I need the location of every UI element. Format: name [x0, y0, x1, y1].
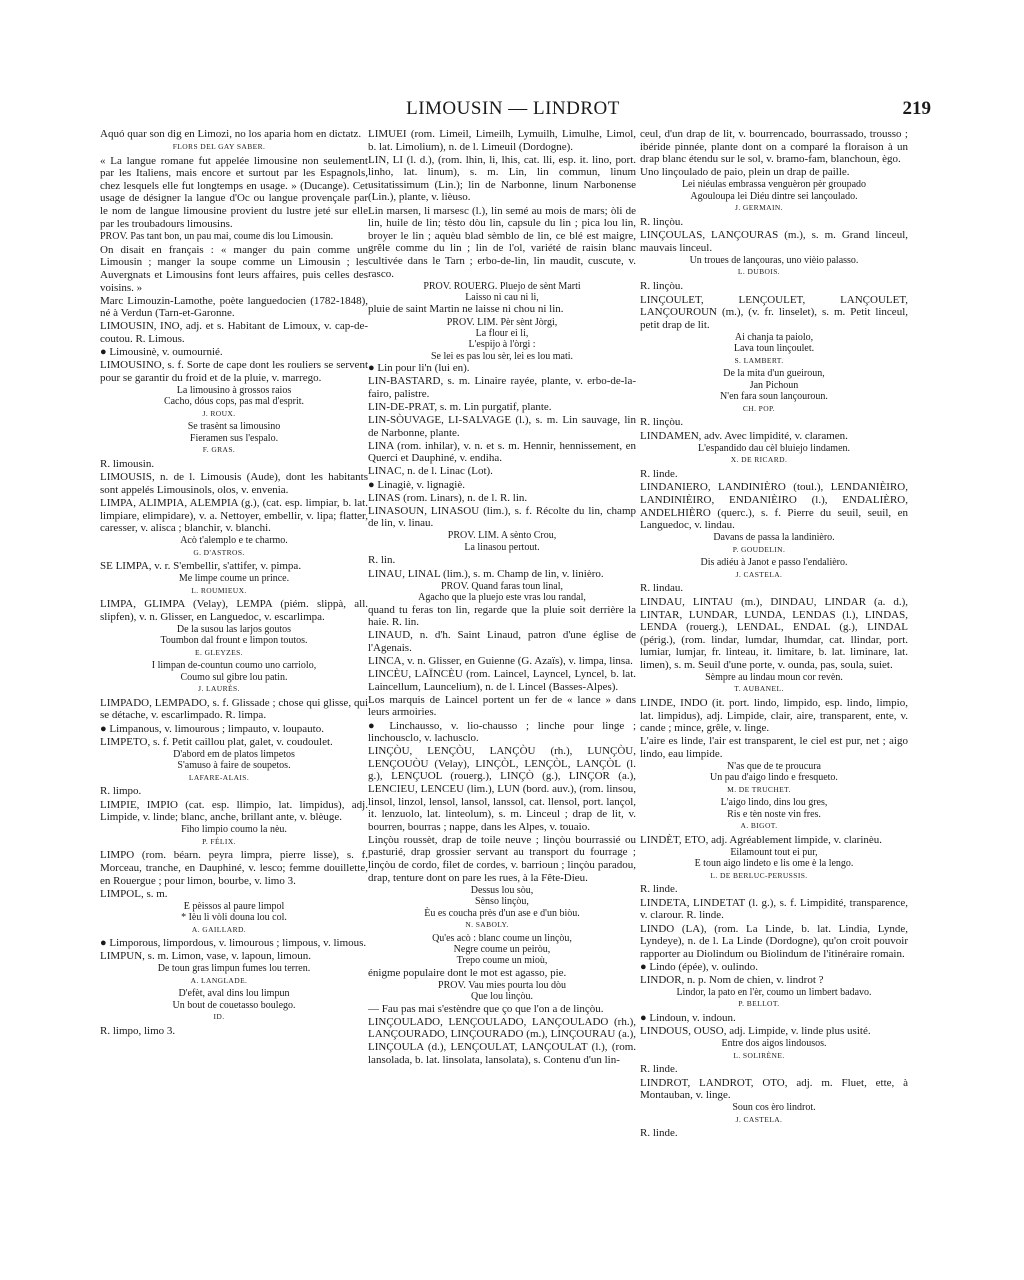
- quotation-line: Se trasènt sa limousino: [187, 421, 281, 433]
- citation-author: X. DE RICARD.: [730, 455, 788, 465]
- quotation-line: Agouloupa lei Diéu dintre sei lançoulado.: [690, 190, 858, 202]
- running-head: LIMOUSIN — LINDROT: [406, 98, 620, 119]
- citation-author: M. DE TRUCHET.: [727, 784, 791, 794]
- quotation-line: N'as que de te proucura: [727, 760, 821, 772]
- entry-paragraph: — Fau pas mai s'estèndre que ço que l'on a de linçòu.: [368, 1002, 604, 1015]
- quotation-line: Agacho que la pluejo este vras lou randal,: [418, 592, 586, 604]
- quotation-line: Acò t'alemplo e te charmo.: [180, 535, 288, 547]
- citation-author: J. ROUX.: [202, 408, 236, 418]
- entry-paragraph: « La langue romane fut appelée limousine non seulement par les Italiens, mais encore et surtout par les Espagnols, chez lesquels elle fut longtemps en usage. » (Ducange). Cet usage de désigner la langue d'Oc ou langue provençale par le nom de langue limousine provient du lustre jeté sur elle par les troubadours limousins.: [100, 154, 368, 230]
- entry-paragraph: LINAU, LINAL (lim.), s. m. Champ de lin, v. linièro.: [368, 567, 604, 580]
- citation-author: A. GAILLARD.: [191, 924, 247, 934]
- citation-author: A. BIGOT.: [740, 821, 778, 831]
- entry-paragraph: ● Linchausso, v. lio-chausso ; linche pour linge ; linchousclo, v. lachusclo.: [368, 719, 636, 745]
- entry-paragraph: LINÇOULET, LENÇOULET, LANÇOULET, LANÇOUROUN (m.), (v. fr. linselet), s. m. Petit linceul, petit drap de lit.: [640, 293, 908, 331]
- entry-paragraph: LINDOUS, OUSO, adj. Limpide, v. linde plus usité.: [640, 1025, 871, 1038]
- quotation-line: La limousino à grossos raios: [176, 384, 292, 396]
- quotation-line: De la susou las larjos goutos: [176, 624, 292, 636]
- quotation-line: La flour ei li,: [475, 327, 529, 339]
- entry-paragraph: R. linçòu.: [640, 280, 684, 293]
- quotation-line: Trepo coume un mioù,: [456, 955, 548, 967]
- quotation-line: Dis adiéu à Janot e passo l'endalièro.: [700, 557, 848, 569]
- entry-paragraph: LINDROT, LANDROT, OTO, adj. m. Fluet, ette, à Montauban, v. linge.: [640, 1076, 908, 1102]
- quotation-line: De toun gras limpun fumes lou terren.: [157, 963, 311, 975]
- quotation-line: PROV. Quand faras toun linal,: [440, 580, 564, 592]
- entry-paragraph: L'aire es linde, l'air est transparent, le ciel est pur, net ; aigo lindo, eau limpide.: [640, 735, 908, 760]
- entry-paragraph: LIMPO (rom. béarn. peyra limpra, pierre lisse), s. f. Morceau, tranche, en Dauphiné, v. lesco; femme douillette, en Rouergue ; pour limon, bourbe, v. limo 3.: [100, 849, 368, 887]
- entry-paragraph: LINDE, INDO (it. port. lindo, limpido, esp. lindo, limpio, lat. limpidus), adj. Limpide, clair, aire, transparent, ente, v. cande ; mince, grêle, v. linge.: [640, 696, 908, 735]
- quotation-line: E pèissos al paure limpol: [183, 900, 285, 912]
- quotation-line: Sèmpre au lindau moun cor revèn.: [705, 671, 843, 683]
- entry-paragraph: LIN, LI (l. d.), (rom. lhin, li, lhis, cat. lli, esp. it. lino, port. linho, lat. linum), s. m. Lin, lin commun, linum usitatissimum (Lin.); lin de Narbonne, linum Narbonense (Lin.), plante, v. lièuso.: [368, 153, 636, 204]
- quotation-line: E toun aigo lindeto e lis ome è la lengo.: [694, 858, 854, 870]
- entry-paragraph: pluie de saint Martin ne laisse ni chou ni lin.: [368, 303, 564, 316]
- citation-author: J. GERMAIN.: [735, 203, 783, 213]
- citation-author: LAFARE-ALAIS.: [188, 772, 250, 782]
- entry-paragraph: LIMOUSIS, n. de l. Limousis (Aude), dont les habitants sont appelés Limousinols, olos, v. envenia.: [100, 471, 368, 496]
- quotation-line: Lindor, la pato en l'èr, coumo un limbert badavo.: [676, 987, 872, 998]
- entry-paragraph: LINÇOULAS, LANÇOURAS (m.), s. m. Grand linceul, mauvais linceul.: [640, 229, 908, 254]
- citation-author: L. DUBOIS.: [737, 267, 781, 277]
- entry-paragraph: LINCA, v. n. Glisser, en Guienne (G. Azaïs), v. limpa, linsa.: [368, 655, 633, 668]
- entry-paragraph: Linçòu roussèt, drap de toile neuve ; linçòu bourrassié ou pasturié, drap grossier servant au transport du fourrage ; linçòu de cordo, filet de cordes, v. barrioun ; linçòu paradou, drap, tenture dont on pare les rues, à la Fête-Dieu.: [368, 833, 636, 884]
- citation-author: A. LANGLADE.: [190, 975, 248, 985]
- page-number: 219: [902, 98, 931, 119]
- citation-author: ID.: [213, 1012, 225, 1022]
- entry-paragraph: LIMPUN, s. m. Limon, vase, v. lapoun, limoun.: [100, 950, 312, 963]
- citation-author: CH. POP.: [742, 403, 776, 413]
- entry-paragraph: LINAC, n. de l. Linac (Lot).: [368, 465, 493, 478]
- citation-author: S. LAMBERT.: [734, 355, 784, 365]
- citation-author: FLORS DEL GAY SABER.: [172, 142, 266, 152]
- entry-paragraph: ● Linagiè, v. lignagiè.: [368, 478, 465, 491]
- quotation-line: L'espijo à l'òrgi :: [468, 339, 536, 351]
- entry-paragraph: Marc Limouzin-Lamothe, poète languedocien (1782-1848), né à Verdun (Tarn-et-Garonne.: [100, 294, 368, 320]
- entry-paragraph: Lin marsen, li marsesc (l.), lin semé au mois de mars; òli de lin, huile de lin; tèsto dòu lin, capsule du lin ; pica lou lin, broyer le lin ; aquèu blad sèmblo de lin, ce blé est maigre, grêle comme du lin ; lin de l'ol, variété de raisin blanc cultivée dans le Tarn ; erbo-de-lin, lin maudit, cuscute, v. rasco.: [368, 204, 636, 280]
- citation-author: E. GLEYZES.: [195, 647, 243, 657]
- entry-paragraph: ● Limpanous, v. limourous ; limpauto, v. loupauto.: [100, 722, 324, 735]
- quotation-line: De la mita d'un gueiroun,: [723, 368, 825, 380]
- quotation-line: Jan Pichoun: [749, 379, 799, 391]
- entry-paragraph: LINCÈU, LAÏNCÈU (rom. Laincel, Layncel, Lyncel, b. lat. Laincellum, Launcelium), n. de l. Lincel (Basses-Alpes).: [368, 668, 636, 693]
- quotation-line: Entre dos aigos lindousos.: [721, 1038, 827, 1050]
- entry-paragraph: R. linde.: [640, 1063, 678, 1076]
- citation-author: J. LAURÈS.: [198, 684, 240, 694]
- citation-author: L. DE BERLUC-PERUSSIS.: [710, 870, 808, 880]
- entry-paragraph: PROV. Pas tant bon, un pau mai, coume dis lou Limousin.: [100, 230, 334, 242]
- quotation-line: Laisso ni cau ni li,: [465, 292, 539, 304]
- entry-paragraph: Aquó quar son dig en Limozi, no los aparia hom en dictatz.: [100, 128, 362, 140]
- quotation-line: Que lou linçòu.: [471, 991, 533, 1003]
- citation-author: F. GRAS.: [202, 445, 236, 455]
- quotation-line: Lava toun linçoulet.: [733, 343, 815, 355]
- quotation-line: Fiho limpio coumo la nèu.: [181, 824, 287, 836]
- entry-paragraph: LINASOUN, LINASOU (lim.), s. f. Récolte du lin, champ de lin, v. linau.: [368, 504, 636, 530]
- quotation-line: Un pau d'aigo lindo e fresqueto.: [710, 772, 838, 784]
- entry-paragraph: R. limousin.: [100, 457, 155, 470]
- column-left: [100, 128, 368, 1208]
- entry-paragraph: LINAUD, n. d'h. Saint Linaud, patron d'une église de l'Agenais.: [368, 629, 636, 654]
- citation-author: G. D'ASTROS.: [193, 547, 245, 557]
- entry-paragraph: énigme populaire dont le mot est agasso, pie.: [368, 966, 567, 979]
- entry-paragraph: LINDÈT, ETO, adj. Agréablement limpide, v. clarinèu.: [640, 833, 883, 846]
- quotation-line: La linasou pertout.: [464, 541, 540, 553]
- entry-paragraph: R. linde.: [640, 467, 678, 480]
- entry-paragraph: quand tu feras ton lin, regarde que la pluie soit derrière la haie. R. lin.: [368, 603, 636, 629]
- entry-paragraph: R. lindau.: [640, 582, 684, 595]
- entry-paragraph: ● Lindo (épée), v. oulindo.: [640, 960, 759, 973]
- quotation-line: S'amuso à faire de soupetos.: [177, 760, 291, 772]
- citation-author: J. CASTELA.: [735, 569, 783, 579]
- entry-paragraph: LINDOR, n. p. Nom de chien, v. lindrot ?: [640, 973, 824, 986]
- entry-paragraph: LINÇOULADO, LENÇOULADO, LANÇOULADO (rh.), LANÇOURADO, LINÇOURADO (m.), LINÇOURAU (a.), LINÇOULA (d.), LENÇOULAT, LANÇOULAT (l.), (rom. lansolada, b. lat. linsolata, lansolata), s. Contenu d'un lin-: [368, 1015, 636, 1066]
- entry-paragraph: R. limpo.: [100, 785, 142, 798]
- entry-paragraph: LINA (rom. inhilar), v. n. et s. m. Hennir, hennissement, en Querci et Dauphiné, v. endiha.: [368, 439, 636, 465]
- entry-paragraph: On disait en français : « manger du pain comme un Limousin ; manger la soupe comme un Limousin ; les Auvergnats et Limousins font leurs affaires, puis celles des voisins. »: [100, 243, 368, 294]
- entry-paragraph: SE LIMPA, v. r. S'embellir, s'attifer, v. pimpa.: [100, 560, 302, 573]
- quotation-line: D'efèt, aval dins lou limpun: [178, 988, 290, 1000]
- quotation-line: Dessus lou sòu,: [470, 884, 534, 896]
- quotation-line: Se lei es pas lou sèr, lei es lou mati.: [430, 350, 574, 362]
- quotation-line: Toumbon dal frount e limpon toutos.: [160, 635, 308, 647]
- citation-author: P. GOUDELIN.: [732, 544, 786, 554]
- quotation-line: Cacho, dóus cops, pas mal d'esprit.: [163, 396, 305, 408]
- entry-paragraph: LINDO (LA), (rom. La Linde, b. lat. Lindia, Lynde, Lyndeye), n. de l. La Linde (Dordogne), qu'on croit pouvoir rapporter au Diolindum ou Biolindum de l'itinéraire romain.: [640, 922, 908, 960]
- entry-paragraph: LIMPOL, s. m.: [100, 887, 168, 900]
- quotation-line: I limpan de-countun coumo uno carriolo,: [151, 660, 317, 672]
- quotation-line: Sènso linçòu,: [475, 896, 529, 908]
- quotation-line: Davans de passa la landinièro.: [713, 532, 835, 544]
- quotation-line: Ris e tèn noste vin fres.: [727, 808, 821, 820]
- quotation-line: Lei niéulas embrassa venguèron pèr groupado: [681, 179, 867, 191]
- entry-paragraph: LIN-BASTARD, s. m. Linaire rayée, plante, v. erbo-de-la-fairo, palistre.: [368, 375, 636, 400]
- entry-paragraph: LIMOUSIN, INO, adj. et s. Habitant de Limoux, v. cap-de-coutou. R. Limous.: [100, 320, 368, 345]
- quotation-line: Fieramen sus l'espalo.: [189, 432, 279, 444]
- entry-paragraph: LIMPIE, IMPIO (cat. esp. llimpio, lat. limpidus), adj. Limpide, v. linde; blanc, anche, brillant ante, v. blèuge.: [100, 798, 368, 824]
- entry-paragraph: R. linde.: [640, 883, 678, 896]
- quotation-line: Eilamount tout ei pur,: [730, 846, 818, 858]
- entry-paragraph: R. linçòu.: [640, 416, 684, 429]
- column-right: [640, 128, 908, 1208]
- citation-author: T. AUBANEL.: [734, 684, 784, 694]
- entry-paragraph: ● Limousinè, v. oumournié.: [100, 346, 223, 359]
- quotation-line: Ai chanja ta paiolo,: [734, 331, 814, 343]
- entry-paragraph: LINAS (rom. Linars), n. de l. R. lin.: [368, 491, 528, 504]
- citation-author: P. FÉLIX.: [202, 836, 236, 846]
- entry-paragraph: LIMPA, ALIMPIA, ALEMPIA (g.), (cat. esp. limpiar, b. lat. limpiare, elimpidare), v. a. Nettoyer, embellir, v. lipa; flatter, caresser, v. alisca ; blanchir, v. blanchi.: [100, 496, 368, 535]
- entry-paragraph: R. linçòu.: [640, 215, 684, 228]
- entry-paragraph: LINDANIERO, LANDINIÈRO (toul.), LENDANIÈIRO, LANDINIÈIRO, ENDANIÈIRO (l.), ENDALIÈRO, ANDELHIÈRO (querc.), s. f. Pierre du seuil, seuil, en Languedoc, v. lindau.: [640, 481, 908, 532]
- entry-paragraph: LIMPA, GLIMPA (Velay), LEMPA (piém. slippà, all. slipfen), v. n. Glisser, en Languedoc, v. escarlimpa.: [100, 598, 368, 623]
- entry-paragraph: Uno linçoulado de paio, plein un drap de paille.: [640, 166, 850, 179]
- citation-author: P. BELLOT.: [738, 999, 780, 1009]
- citation-author: L. SOLIRÈNE.: [733, 1050, 785, 1060]
- column-middle: [368, 128, 636, 1208]
- quotation-line: PROV. ROUERG. Pluejo de sènt Marti: [423, 280, 581, 292]
- quotation-line: Negre coume un peiròu,: [453, 943, 551, 955]
- entry-paragraph: R. lin.: [368, 554, 396, 567]
- quotation-line: PROV. LIM. A sènto Crou,: [447, 530, 557, 542]
- entry-paragraph: LIN-SÒUVAGE, LI-SALVAGE (l.), s. m. Lin sauvage, lin de Narbonne, plante.: [368, 414, 636, 439]
- quotation-line: Coumo sul gibre lou patin.: [180, 671, 288, 683]
- entry-paragraph: ● Lindoun, v. indoun.: [640, 1012, 736, 1024]
- entry-paragraph: LINÇÒU, LENÇÒU, LANÇÒU (rh.), LUNÇÒU, LENÇOUÒU (Velay), LINÇÒL, LENÇÒL, LANÇÒL (l. g.), LENÇUOL (rouerg.), LINÇÒ (g.), LINÇOR (a.), LENCIEU, LENCEU (lim.), LUN (bord. auv.), (rom. linsou, linsol, linzol, lensol, lansol, lanssol, cat. llensol, port. lançol, it. lenzuolo, lat. linteolum), s. m. Linceul ; drap de lit, v. bourren, bourras ; nappe, dans les Alpes, v. touaio.: [368, 745, 636, 833]
- entry-paragraph: LIN-DE-PRAT, s. m. Lin purgatif, plante.: [368, 400, 552, 413]
- entry-paragraph: LINDAU, LINTAU (m.), DINDAU, LINDAR (a. d.), LINTAR, LUNDAR, LUNDA, LENDAS (l.), LINDAS, LENDA (rouerg.), LENDAL, ENDAL (g.), LINDAL (périg.), (rom. lindar, lumdar, lhumdar, cat. llindar, port. lumiar, lumjar, fr. linteau, it. limitare, b. lat. liminare, lat. limen), s. m. Seuil d'une porte, v. ounda, pas, soula, suiet.: [640, 595, 908, 671]
- quotation-line: N'en fara soun lançouroun.: [720, 391, 828, 403]
- quotation-line: Un troues de lançouras, uno vièio palasso.: [689, 255, 859, 267]
- entry-paragraph: LIMOUSINO, s. f. Sorte de cape dont les rouliers se servent pour se garantir du froid et de la pluie, v. marrego.: [100, 359, 368, 384]
- citation-author: J. CASTELA.: [735, 1114, 783, 1124]
- quotation-line: Soun cos èro lindrot.: [732, 1102, 816, 1114]
- entry-paragraph: R. linde.: [640, 1127, 678, 1140]
- quotation-line: Qu'es acò : blanc coume un linçòu,: [432, 932, 572, 944]
- quotation-line: * Ièu li vòli douna lou col.: [181, 912, 287, 924]
- quotation-line: L'aigo lindo, dins lou gres,: [720, 797, 828, 809]
- quotation-line: L'espandido dau cèl bluiejo lindamen.: [697, 442, 851, 454]
- quotation-line: PROV. LIM. Pèr sènt Jòrgi,: [446, 316, 558, 328]
- entry-paragraph: LINDAMEN, adv. Avec limpidité, v. claramen.: [640, 429, 848, 442]
- entry-paragraph: LIMPETO, s. f. Petit caillou plat, galet, v. coudoulet.: [100, 735, 333, 748]
- quotation-line: Un bout de couetasso boulego.: [172, 999, 296, 1011]
- entry-paragraph: ● Lin pour li'n (lui en).: [368, 362, 470, 375]
- quotation-line: Me limpe coume un prince.: [178, 573, 290, 585]
- entry-paragraph: ● Limporous, limpordous, v. limourous ; limpous, v. limous.: [100, 937, 367, 950]
- citation-author: N. SABOLY.: [465, 919, 509, 929]
- quotation-line: D'abord em de platos limpetos: [173, 748, 295, 760]
- entry-paragraph: Los marquis de Laincel portent un fer de « lance » dans leurs armoiries.: [368, 693, 636, 719]
- citation-author: L. ROUMIEUX.: [191, 585, 247, 595]
- entry-paragraph: LINDETA, LINDETAT (l. g.), s. f. Limpidité, transparence, v. clarour. R. linde.: [640, 896, 908, 922]
- quotation-line: Èu es coucha près d'un ase e d'un biòu.: [424, 907, 580, 919]
- quotation-line: PROV. Vau mies pourta lou dòu: [438, 979, 566, 991]
- entry-paragraph: ceul, d'un drap de lit, v. bourrencado, bourrassado, trousso ; ibéride pinnée, plante dont on a comparé la floraison à un drap blanc étendu sur le sol, v. bramo-fam, blanchoun, ègo.: [640, 128, 908, 166]
- entry-paragraph: R. limpo, limo 3.: [100, 1024, 176, 1037]
- entry-paragraph: LIMUEI (rom. Limeil, Limeilh, Lymuilh, Limulhe, Limol, b. lat. Limolium), n. de l. Limeuil (Dordogne).: [368, 128, 636, 153]
- page-header: [95, 98, 931, 124]
- entry-paragraph: LIMPADO, LEMPADO, s. f. Glissade ; chose qui glisse, qui se détache, v. escarlimpado. R. limpa.: [100, 696, 368, 722]
